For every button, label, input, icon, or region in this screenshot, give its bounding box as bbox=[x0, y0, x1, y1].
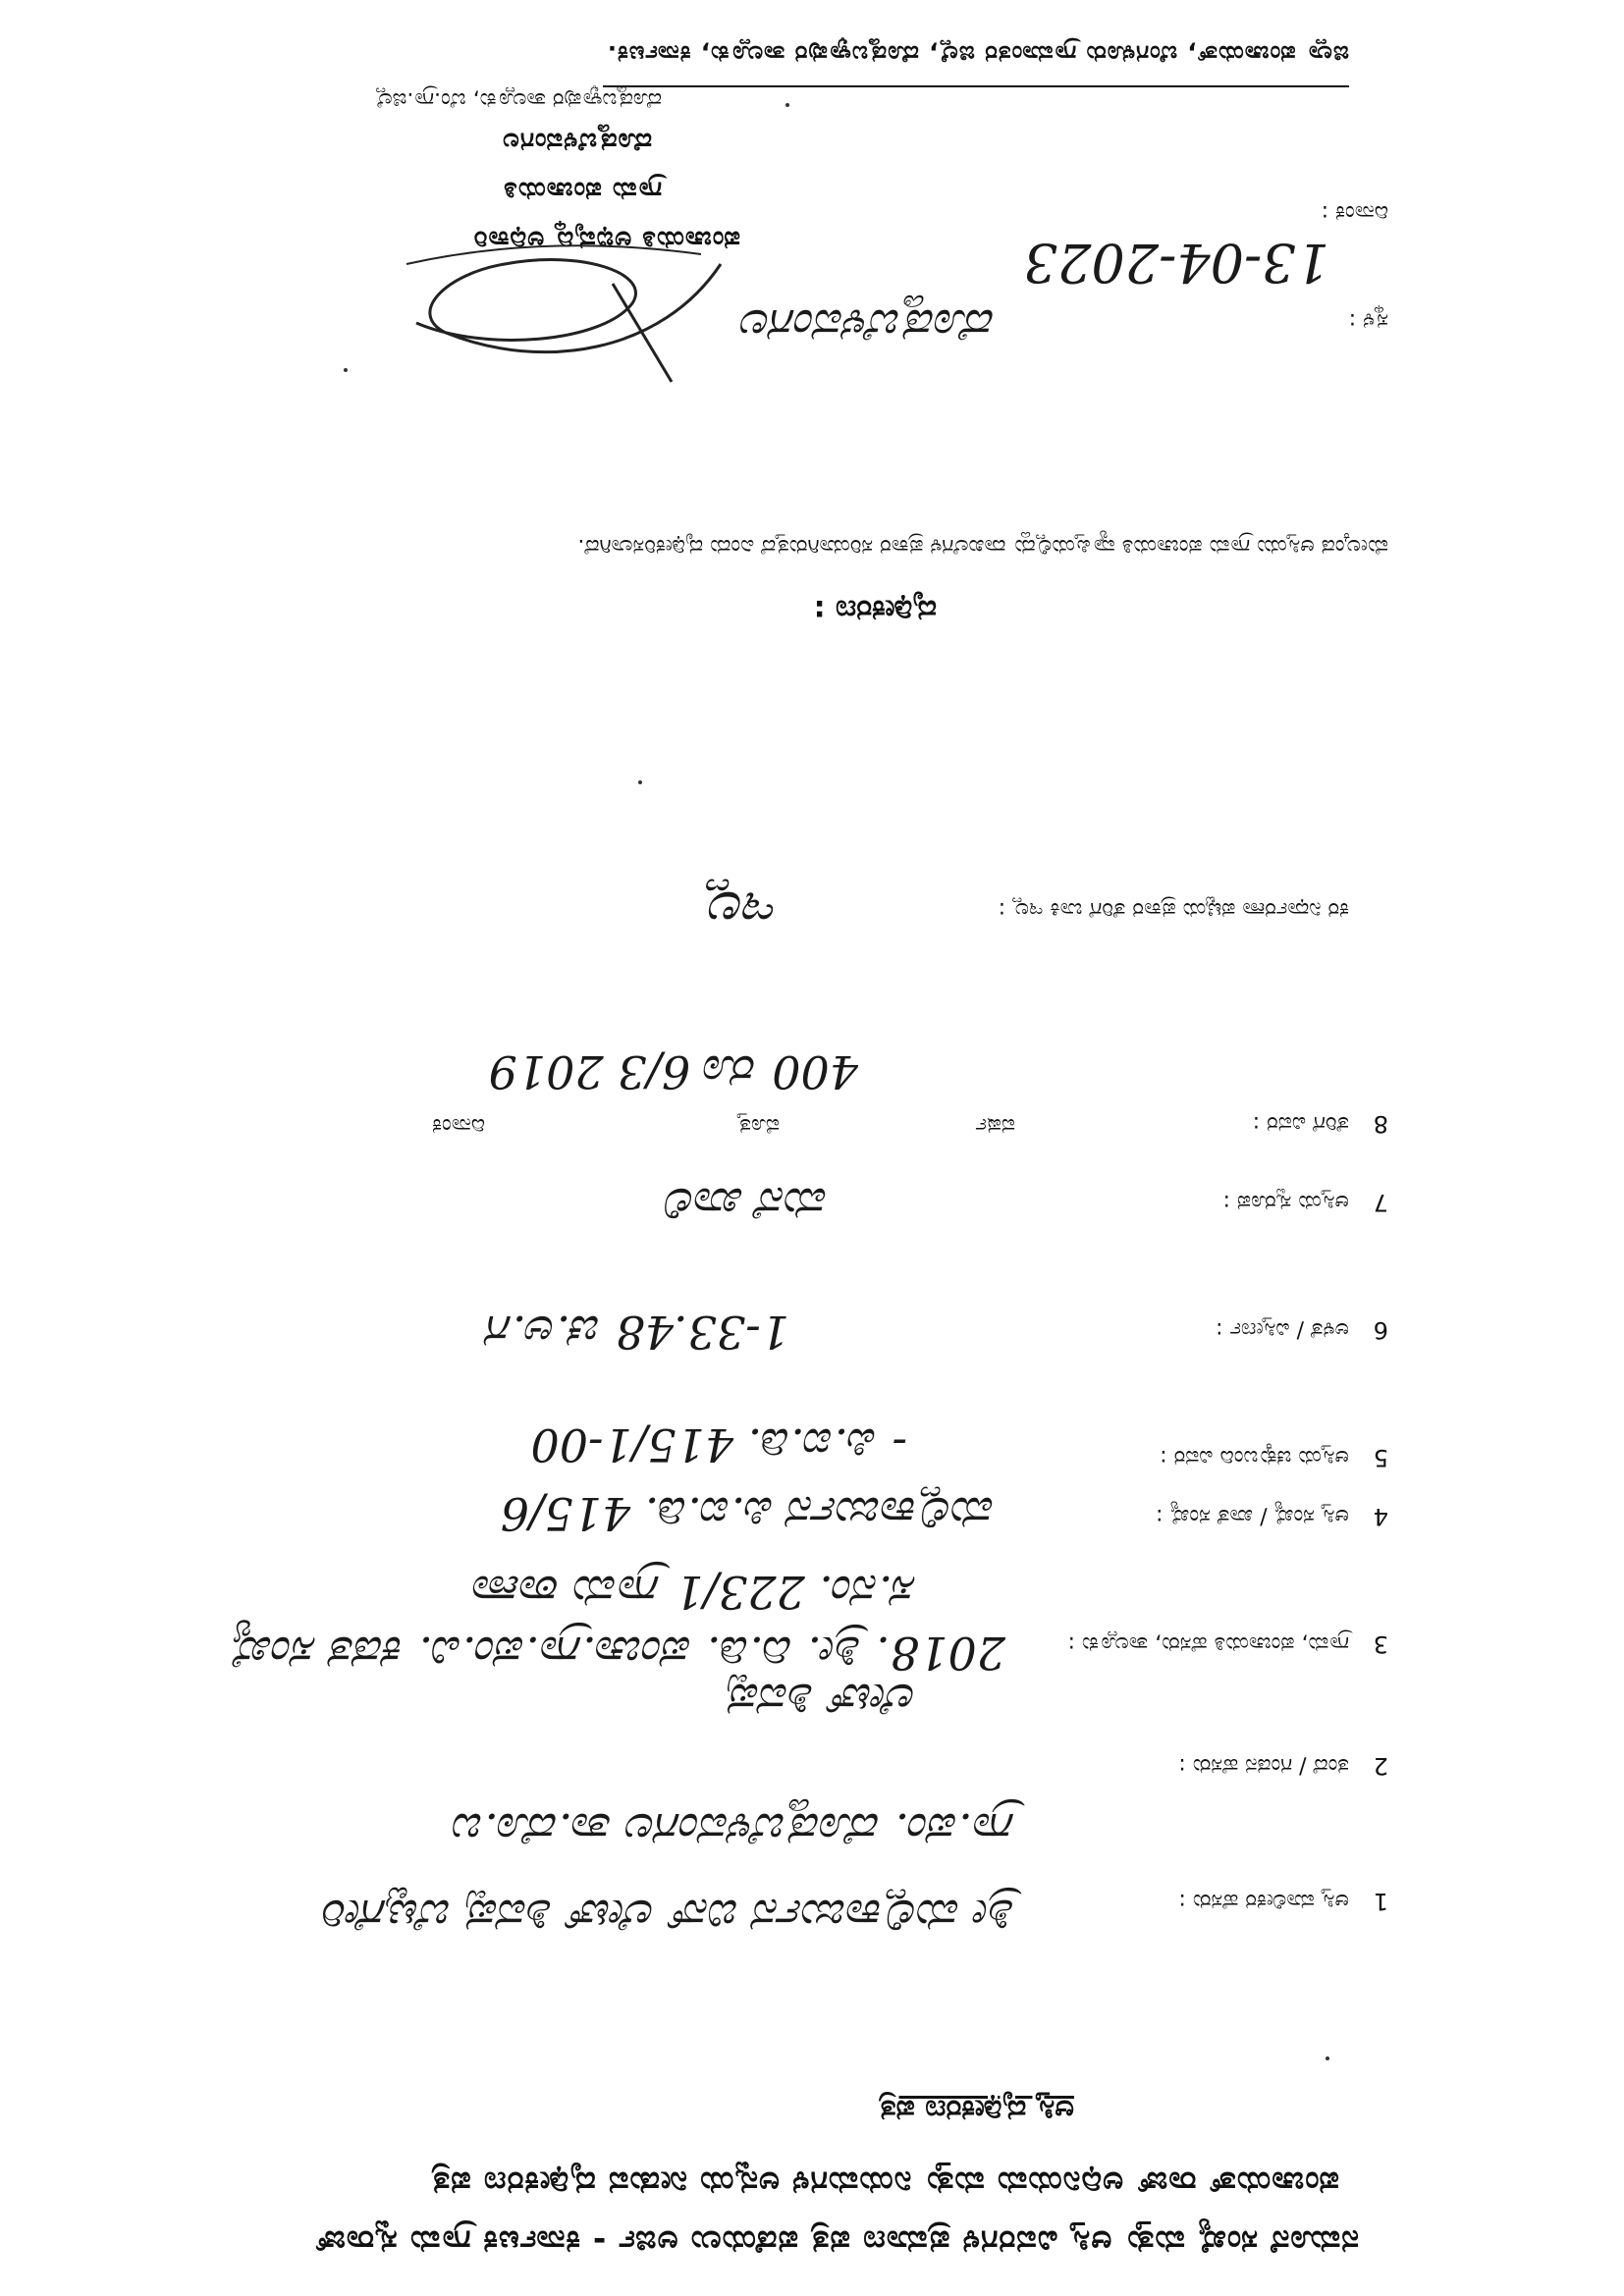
row-value: 400 ರೂ 6/3 2019 bbox=[488, 1045, 858, 1098]
stamp-line-1: ಪಂಚಾಯತಿ ಅಭಿವೃದ್ಧಿ ಅಧಿಕಾರಿ bbox=[472, 225, 740, 254]
date-label: ದಿನಾಂಕ : bbox=[1321, 200, 1388, 225]
tax-col-date: ದಿನಾಂಕ bbox=[432, 1113, 485, 1138]
row-number: 7 bbox=[1373, 1189, 1388, 1216]
row-number: 8 bbox=[1373, 1110, 1388, 1138]
row-value: ಗ್ರಾ.ಪಂ. ದೊಡ್ಡಬೆಳವಂಗಲ ತಾ.ದೊ.ಬ bbox=[454, 1803, 1015, 1856]
header-line-1: ನಮೂನೆ ಸಂಖ್ಯೆ ಮತ್ತು ಆಸ್ತಿ ವಿವರಗಳ ಪ್ರಮಾಣ ಪತ್ರ ಪಡೆಯಲು ಅರ್ಜಿ - ಕರ್ನಾಟಕ ಗ್ರಾಮ ಸ್ವರಾಜ್ bbox=[312, 2223, 1359, 2261]
declaration-text: ಮೇಲ್ಕಂಡ ಆಸ್ತಿಯು ಗ್ರಾಮ ಪಂಚಾಯತಿ ವ್ಯಾಪ್ತಿಯಲ್ಲಿದ್ದು ದಾಖಲೆಗಳ ಪ್ರಕಾರ ಸರಿಯಾಗಿರುತ್ತದೆ ಎಂದು ದೃಢೀಕರಿಸಲಾಗಿದೆ. bbox=[577, 534, 1388, 559]
header-line-2: ಪಂಚಾಯತ್ ರಾಜ್ ಅಧಿನಿಯಮ ಮತ್ತು ನಿಯಮಗಳ ಅನ್ವಯ ನೀಡುವ ದೃಢೀಕರಣ ಪತ್ರ bbox=[430, 2164, 1339, 2202]
scan-speck bbox=[344, 368, 348, 372]
row-label: ಅಳತೆ / ವಿಸ್ತೀರ್ಣ : bbox=[1216, 1317, 1349, 1342]
assessment-label: ಕರ ನಿರ್ಧಾರಣಾ ಪಟ್ಟಿಯ ಪ್ರಕಾರ ತೆರಿಗೆ ಬಾಕಿ ಇಲ್ಲ : bbox=[998, 897, 1349, 922]
assessment-value: ಇಲ್ಲ bbox=[704, 880, 780, 941]
footer-rule bbox=[603, 85, 1349, 87]
scan-speck bbox=[638, 780, 642, 784]
row-number: 4 bbox=[1373, 1503, 1388, 1530]
row-number: 5 bbox=[1373, 1444, 1388, 1471]
scan-speck bbox=[785, 103, 789, 107]
place-value: ದೊಡ್ಡಬೆಳವಂಗಲ bbox=[741, 299, 996, 352]
stamp-line-3: ದೊಡ್ಡಬೆಳವಂಗಲ bbox=[502, 127, 652, 156]
row-label: ಗ್ರಾಮ, ಪಂಚಾಯತಿ ಹೆಸರು, ತಾಲ್ಲೂಕು : bbox=[1067, 1631, 1349, 1656]
row-value: 2018. ಶ್ರೀ. ದಿ.ಡಿ. ಪಂಚಾ.ಗ್ರಾ.ಪಂ.ವಿ. ಕಡತ ಸಂಖ್ಯೆ bbox=[232, 1627, 1005, 1680]
row-label: ತಂದೆ / ಗಂಡನ ಹೆಸರು : bbox=[1178, 1753, 1349, 1778]
stamp-line-2: ಗ್ರಾಮ ಪಂಚಾಯತಿ bbox=[503, 176, 662, 205]
row-label: ಆಸ್ತಿ ಸಂಖ್ಯೆ / ಖಾತೆ ಸಂಖ್ಯೆ : bbox=[1156, 1504, 1349, 1528]
scan-speck bbox=[1326, 2056, 1329, 2060]
signature bbox=[387, 215, 740, 411]
tax-col-amount: ಮೊತ್ತ bbox=[737, 1113, 780, 1138]
date-value: 13-04-2023 bbox=[1023, 232, 1329, 294]
row-value: 1-33.48 ಚ.ಅ.ಗ bbox=[488, 1306, 789, 1359]
row-label: ಆಸ್ತಿಯ ಚಕ್ಕುಬಂದಿ ವಿವರ : bbox=[1160, 1445, 1349, 1469]
row-number: 3 bbox=[1373, 1630, 1388, 1658]
row-value: ಮಲ್ಲಿಕಾರ್ಜುನ ಪಿ.ಐ.ಡಿ. 415/6 bbox=[500, 1487, 996, 1540]
document-title: ಆಸ್ತಿ ದೃಢೀಕರಣ ಪತ್ರ bbox=[879, 2093, 1074, 2127]
row-value: ಲೇಟ್ ಶಿವಪ್ಪ bbox=[728, 1674, 917, 1727]
stamp-line-4: ದೊಡ್ಡಬಳ್ಳಾಪುರ ತಾಲ್ಲೂಕು, ಬೆಂ.ಗ್ರಾ.ಜಿಲ್ಲೆ bbox=[374, 87, 662, 112]
row-value: ಸ.ನಂ. 223/1 ಗ್ರಾಮ ಠಾಣಾ bbox=[473, 1566, 917, 1619]
row-value: ಮನೆ ಖಾಲಿ bbox=[667, 1178, 829, 1231]
row-label: ಆಸ್ತಿಯ ಸ್ವರೂಪ : bbox=[1222, 1190, 1349, 1214]
section-title: ದೃಢೀಕರಣ : bbox=[813, 593, 937, 627]
row-number: 2 bbox=[1373, 1752, 1388, 1780]
row-label: ಆಸ್ತಿ ಮಾಲೀಕರ ಹೆಸರು : bbox=[1178, 1889, 1349, 1913]
tax-col-year: ವರ್ಷ bbox=[975, 1113, 1015, 1138]
row-value: - ಪಿ.ಐ.ಡಿ. 415/1-00 bbox=[530, 1418, 907, 1471]
row-value: ಶ್ರೀ ಮಲ್ಲಿಕಾರ್ಜುನ ಬಿನ್ ಲೇಟ್ ಶಿವಪ್ಪ ಬೆಟ್ಟಗೇರಿ bbox=[324, 1890, 1015, 1943]
place-label: ಸ್ಥಳ : bbox=[1348, 308, 1388, 333]
row-number: 6 bbox=[1373, 1316, 1388, 1344]
footer-text: ಜಿಲ್ಲಾ ಪಂಚಾಯತ್, ಬೆಂಗಳೂರು ಗ್ರಾಮಾಂತರ ಜಿಲ್ಲೆ, ದೊಡ್ಡಬಳ್ಳಾಪುರ ತಾಲ್ಲೂಕು, ಕರ್ನಾಟಕ. bbox=[606, 40, 1349, 68]
row-number: 1 bbox=[1373, 1888, 1388, 1915]
row-label: ತೆರಿಗೆ ವಿವರ : bbox=[1252, 1111, 1349, 1136]
